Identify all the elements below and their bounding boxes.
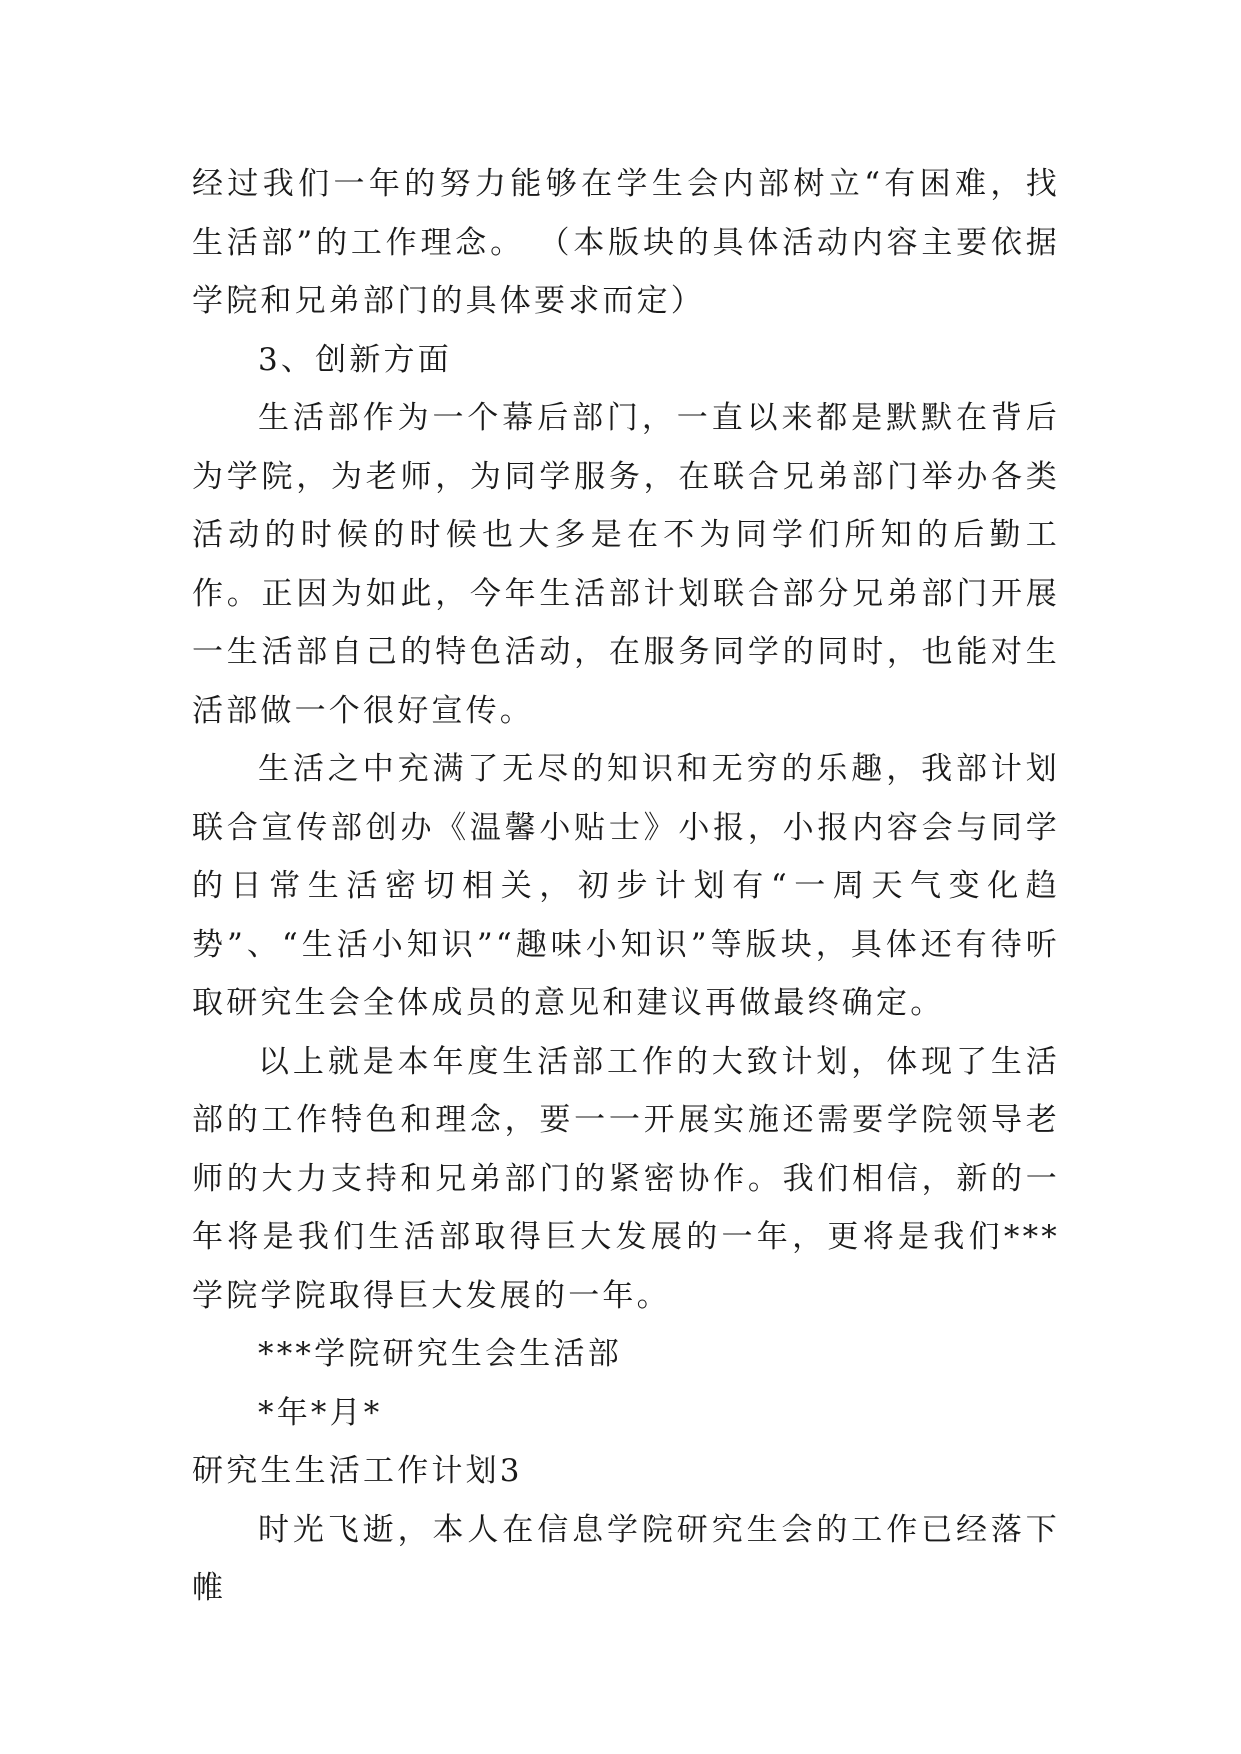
paragraph-newsletter: 生活之中充满了无尽的知识和无穷的乐趣，我部计划联合宣传部创办《温馨小贴士》小报，小报内容会与同学的日常生活密切相关，初步计划有“一周天气变化趋势”、“生活小知识”“趣味小知识”等版块，具体还有待听取研究生会全体成员的意见和建议再做最终确定。	[192, 751, 1060, 1021]
paragraph-conclusion: 以上就是本年度生活部工作的大致计划，体现了生活部的工作特色和理念，要一一开展实施还需要学院领导老师的大力支持和兄弟部门的紧密协作。我们相信，新的一年将是我们生活部取得巨大发展的一年，更将是我们***学院学院取得巨大发展的一年。	[192, 1043, 1060, 1314]
paragraph-innovation: 生活部作为一个幕后部门，一直以来都是默默在背后为学院，为老师，为同学服务，在联合兄弟部门举办各类活动的时候的时候也大多是在不为同学们所知的后勤工作。正因为如此，今年生活部计划联合部分兄弟部门开展一生活部自己的特色活动，在服务同学的同时，也能对生活部做一个很好宣传。	[192, 400, 1060, 729]
paragraph-intro: 时光飞逝，本人在信息学院研究生会的工作已经落下帷	[192, 1511, 1060, 1606]
document-title: 研究生生活工作计划3	[192, 1453, 523, 1489]
paragraph-continuation: 经过我们一年的努力能够在学生会内部树立“有困难，找生活部”的工作理念。 （本版块的具体活动内容主要依据学院和兄弟部门的具体要求而定）	[192, 166, 1060, 319]
section-heading-innovation: 3、创新方面	[258, 341, 452, 378]
document-body	[192, 155, 1060, 1618]
signature-date: *年*月*	[258, 1394, 383, 1431]
signature-organization: ***学院研究生会生活部	[258, 1336, 622, 1372]
